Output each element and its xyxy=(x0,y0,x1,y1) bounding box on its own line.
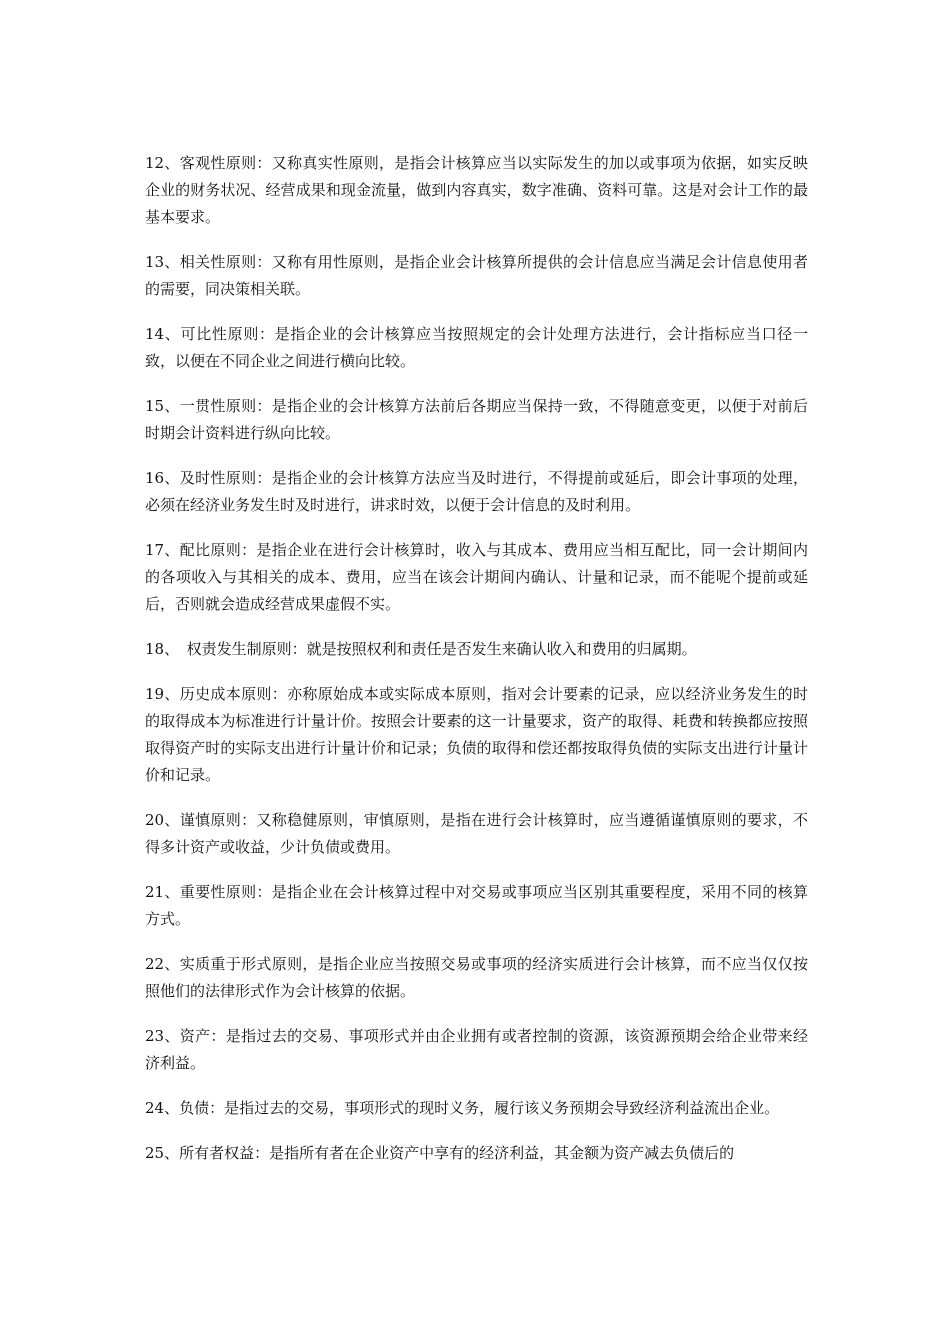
paragraph-12: 12、客观性原则：又称真实性原则，是指会计核算应当以实际发生的加以或事项为依据，如实反映企业的财务状况、经营成果和现金流量，做到内容真实，数字准确、资料可靠。这是对会计工作的最基本要求。 xyxy=(145,154,808,226)
document-body xyxy=(145,150,808,1185)
paragraph-15: 15、一贯性原则：是指企业的会计核算方法前后各期应当保持一致，不得随意变更，以便于对前后时期会计资料进行纵向比较。 xyxy=(145,397,808,442)
paragraph-23: 23、资产：是指过去的交易、事项形式并由企业拥有或者控制的资源，该资源预期会给企业带来经济利益。 xyxy=(145,1027,808,1072)
paragraph-16: 16、及时性原则：是指企业的会计核算方法应当及时进行，不得提前或延后，即会计事项的处理，必须在经济业务发生时及时进行，讲求时效，以便于会计信息的及时利用。 xyxy=(145,469,808,514)
paragraph-13: 13、相关性原则：又称有用性原则，是指企业会计核算所提供的会计信息应当满足会计信息使用者的需要，同决策相关联。 xyxy=(145,253,808,298)
paragraph-24: 24、负债：是指过去的交易，事项形式的现时义务，履行该义务预期会导致经济利益流出企业。 xyxy=(145,1099,780,1117)
paragraph-20: 20、谨慎原则：又称稳健原则，审慎原则，是指在进行会计核算时，应当遵循谨慎原则的要求，不得多计资产或收益，少计负债或费用。 xyxy=(145,811,808,856)
paragraph-19: 19、历史成本原则：亦称原始成本或实际成本原则，指对会计要素的记录，应以经济业务发生的时的取得成本为标准进行计量计价。按照会计要素的这一计量要求，资产的取得、耗费和转换都应按照取得资产时的实际支出进行计量计价和记录；负债的取得和偿还都按取得负债的实际支出进行计量计价和记录。 xyxy=(145,685,808,784)
paragraph-17: 17、配比原则：是指企业在进行会计核算时，收入与其成本、费用应当相互配比，同一会计期间内的各项收入与其相关的成本、费用，应当在该会计期间内确认、计量和记录，而不能呢个提前或延后，否则就会造成经营成果虚假不实。 xyxy=(145,541,808,613)
paragraph-18: 18、 权责发生制原则：就是按照权利和责任是否发生来确认收入和费用的归属期。 xyxy=(145,640,697,658)
paragraph-22: 22、实质重于形式原则，是指企业应当按照交易或事项的经济实质进行会计核算，而不应当仅仅按照他们的法律形式作为会计核算的依据。 xyxy=(145,955,808,1000)
paragraph-21: 21、重要性原则：是指企业在会计核算过程中对交易或事项应当区别其重要程度，采用不同的核算方式。 xyxy=(145,883,808,928)
paragraph-14: 14、可比性原则：是指企业的会计核算应当按照规定的会计处理方法进行，会计指标应当口径一致，以便在不同企业之间进行横向比较。 xyxy=(145,325,808,370)
paragraph-25: 25、所有者权益：是指所有者在企业资产中享有的经济利益，其金额为资产减去负债后的 xyxy=(145,1144,735,1162)
